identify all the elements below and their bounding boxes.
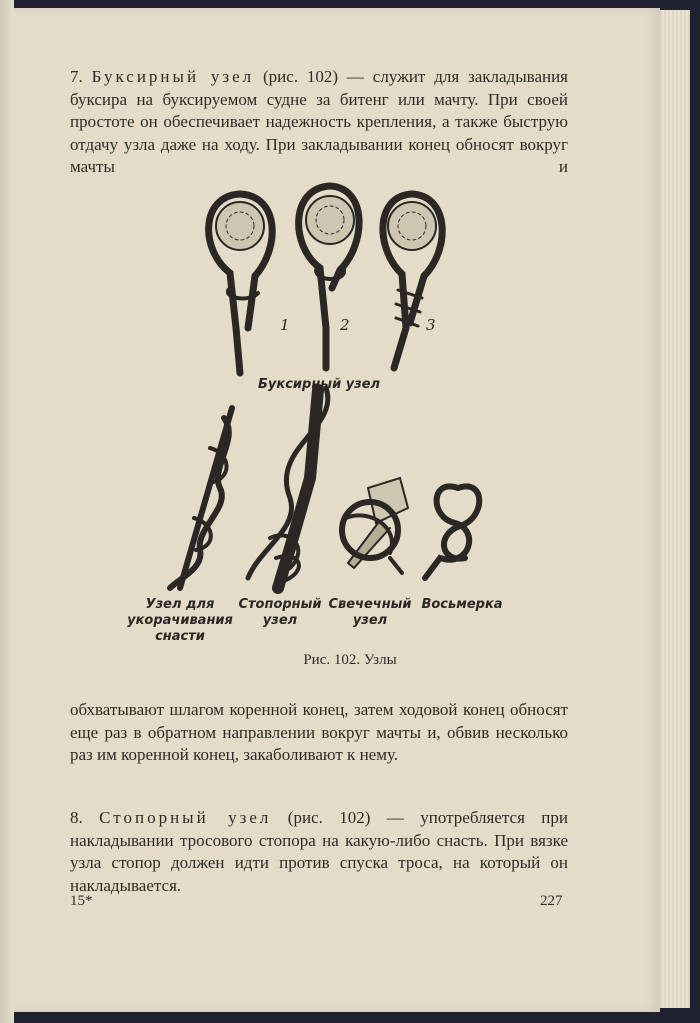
signature-mark: 15* — [70, 893, 93, 909]
stopper-knot-label-line2: узел — [262, 613, 298, 628]
figure-eight-knot-label: Восьмерка — [421, 597, 503, 612]
shortening-knot-label-line3: снасти — [155, 629, 205, 644]
shortening-knot-label-line2: укорачивания — [127, 613, 233, 628]
term-stopper-knot: Стопорный узел — [99, 808, 272, 827]
page-block-edges — [658, 10, 690, 1008]
towing-knot-stage-3 — [383, 194, 442, 368]
page-number: 227 — [540, 893, 563, 909]
shortening-knot-drawing — [170, 408, 232, 588]
figure-caption: Рис. 102. Узлы — [303, 652, 397, 668]
shortening-knot-label-line1: Узел для — [145, 597, 215, 612]
towing-knot-label: Буксирный узел — [258, 377, 381, 392]
candle-knot-drawing — [342, 478, 408, 573]
candle-knot-label-line2: узел — [352, 613, 388, 628]
stage-label-2: 2 — [340, 316, 350, 334]
stopper-knot-drawing — [248, 388, 328, 588]
stopper-knot-label-line1: Стопорный — [238, 597, 322, 612]
paragraph-stopper-knot — [70, 807, 568, 897]
paragraph-text: (рис. 102) — служит для закладывания буксира на буксируемом судне за битенг или мачту. При своей простоте он обеспечивает надежность крепления, а также быструю отдачу узла даже на ходу. При закладывании конец обносят вокруг мачты и — [70, 67, 569, 176]
knots-illustration — [127, 178, 520, 648]
figure-eight-knot-drawing — [425, 486, 479, 578]
stage-label-3: 3 — [426, 316, 436, 334]
facing-page-edge — [0, 0, 14, 1023]
candle-knot-label-line1: Свечечный — [328, 597, 412, 612]
term-towing-knot: Буксирный узел — [91, 67, 255, 86]
towing-knot-stage-2 — [299, 186, 359, 368]
paragraph-text: (рис. 102) — употребляется при накладывании тросового стопора на какую-либо снасть. При вязке узла стопор должен идти против спуска троса, на который он накладывается. — [70, 808, 569, 895]
paragraph-continuation: обхватывают шлагом коренной конец, затем ходовой конец обносят еще раз в обратном направлении вокруг мачты и, обвив несколько раз им коренной конец, закаболивают к нему. — [70, 700, 568, 764]
towing-knot-stage-1 — [209, 194, 273, 373]
item-number: 8. — [70, 808, 100, 827]
stage-label-1: 1 — [280, 316, 290, 334]
item-number: 7. — [70, 67, 92, 86]
paragraph-towing-knot — [70, 66, 568, 179]
